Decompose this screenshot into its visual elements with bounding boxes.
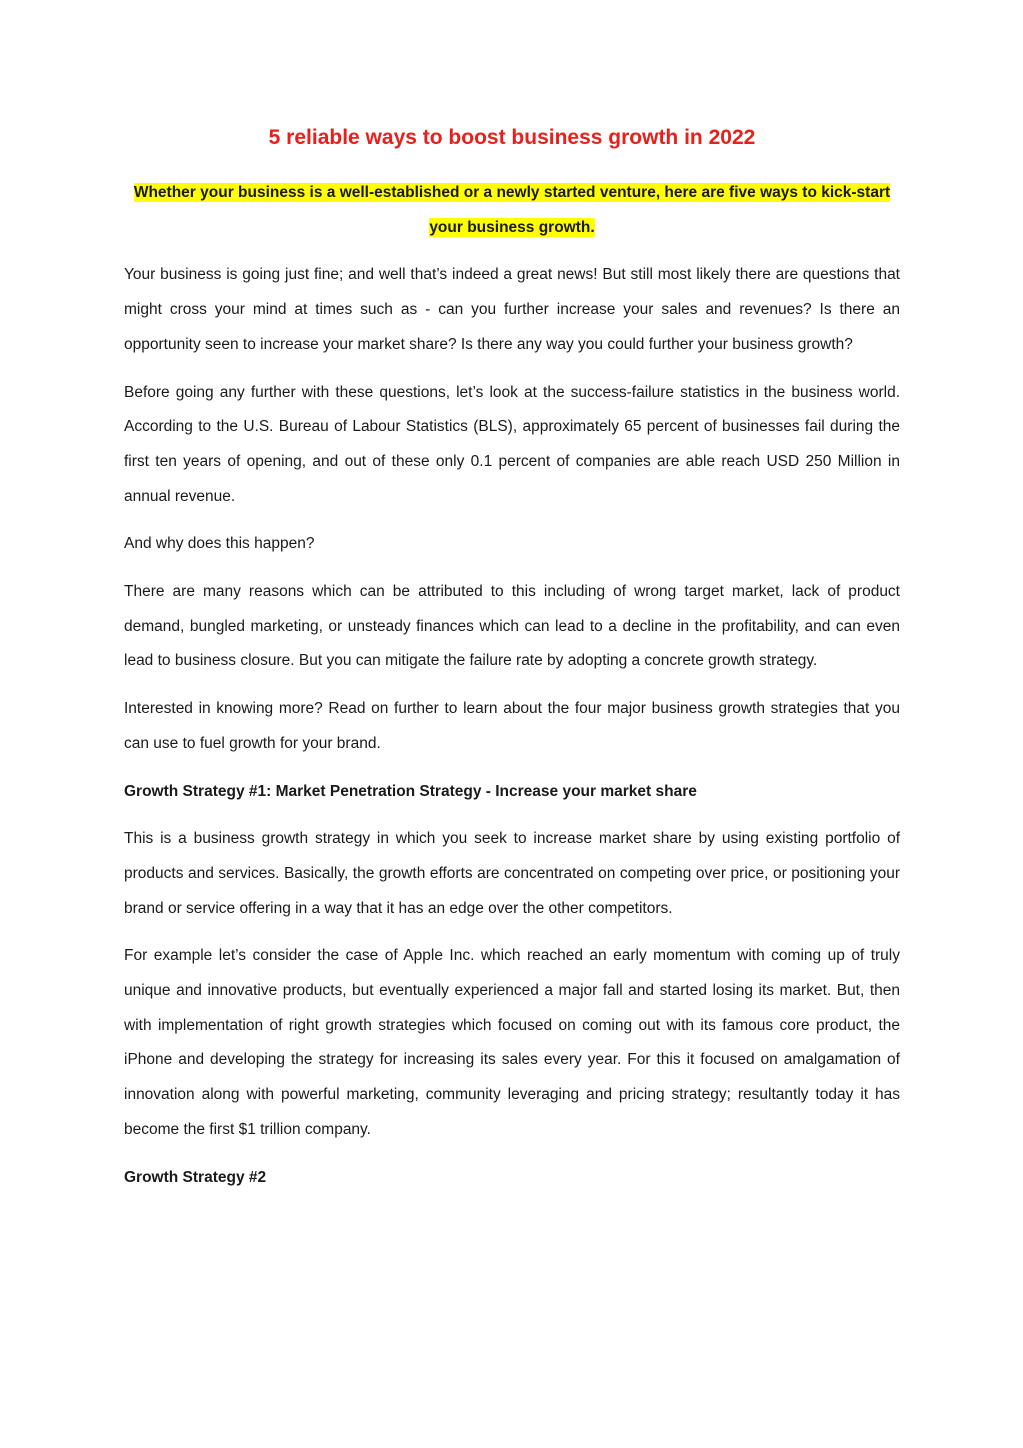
document-title: 5 reliable ways to boost business growth in 2022 [268, 126, 756, 149]
paragraph-read-on: Interested in knowing more? Read on further to learn about the four major business growth strategies that you can use to fuel growth for your brand. [124, 700, 900, 752]
paragraph-strategy-1-description: This is a business growth strategy in which you seek to increase market share by using existing portfolio of products and services. Basically, the growth efforts are concentrated on competing over price, or positioning your brand or service offering in a way that it has an edge over the other competitors. [124, 830, 900, 917]
paragraph-intro: Your business is going just fine; and well that’s indeed a great news! But still most likely there are questions that might cross your mind at times such as - can you further increase your sales and revenues? Is there an opportunity seen to increase your market share? Is there any way you could further your business growth? [124, 266, 900, 353]
paragraph-reasons: There are many reasons which can be attributed to this including of wrong target market, lack of product demand, bungled marketing, or unsteady finances which can lead to a decline in the profitability, and can even lead to business closure. But you can mitigate the failure rate by adopting a concrete growth strategy. [124, 583, 900, 670]
document-page [124, 118, 900, 1195]
heading-growth-strategy-1: Growth Strategy #1: Market Penetration Strategy - Increase your market share [124, 782, 697, 800]
paragraph-strategy-1-example: For example let’s consider the case of Apple Inc. which reached an early momentum with coming up of truly unique and innovative products, but eventually experienced a major fall and started losing its market. But, then with implementation of right growth strategies which focused on coming out with its famous core product, the iPhone and developing the strategy for increasing its sales every year. For this it focused on amalgamation of innovation along with powerful marketing, community leveraging and pricing strategy; resultantly today it has become the first $1 trillion company. [124, 947, 900, 1138]
paragraph-question: And why does this happen? [124, 535, 315, 553]
subtitle-highlight: Whether your business is a well-established or a newly started venture, here are five ways to kick-start your business growth. [133, 184, 891, 236]
document-subtitle [124, 176, 900, 245]
heading-growth-strategy-2: Growth Strategy #2 [124, 1168, 267, 1186]
paragraph-statistics: Before going any further with these questions, let’s look at the success-failure statistics in the business world. According to the U.S. Bureau of Labour Statistics (BLS), approximately 65 percent of businesses fail during the first ten years of opening, and out of these only 0.1 percent of companies are able reach USD 250 Million in annual revenue. [124, 383, 900, 505]
